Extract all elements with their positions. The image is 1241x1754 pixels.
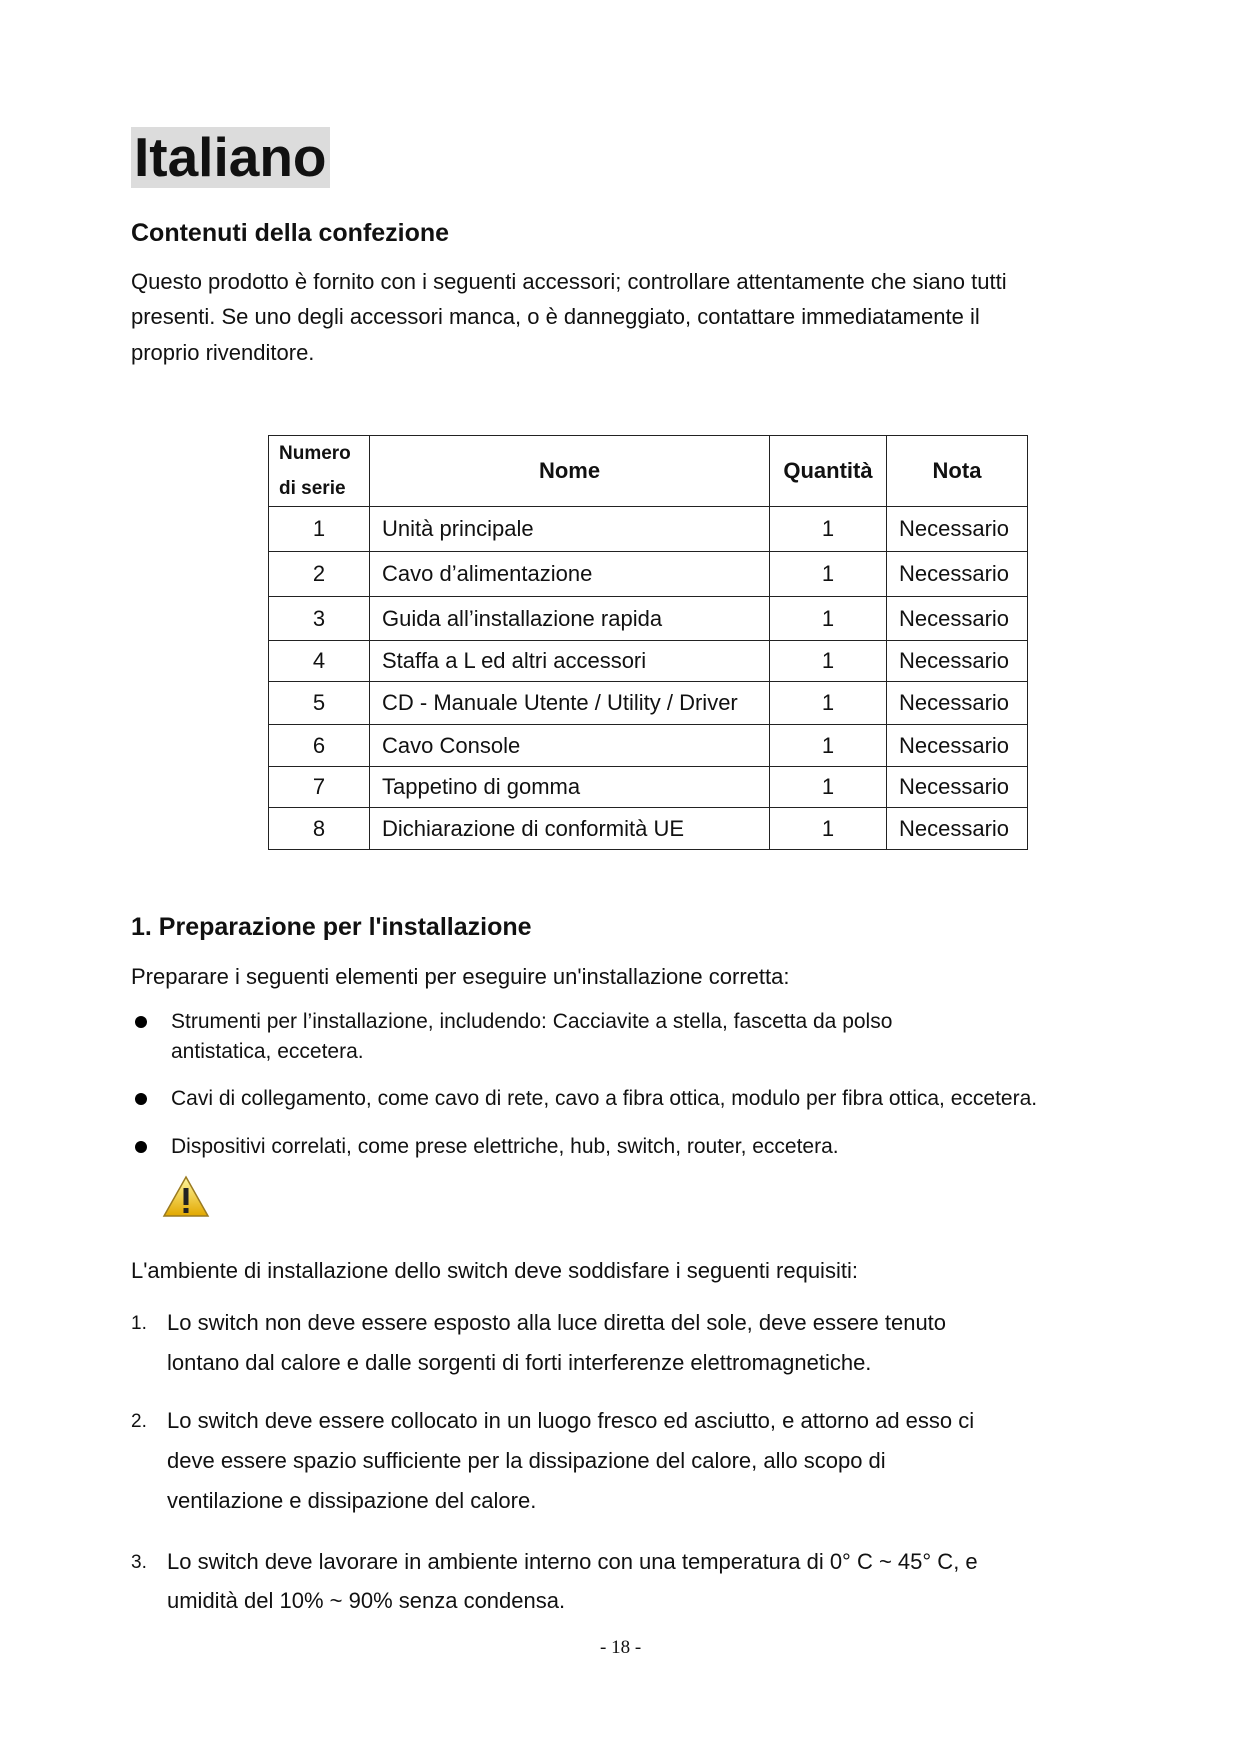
table-header-row bbox=[269, 436, 1028, 507]
requirement-line: deve essere spazio sufficiente per la dissipazione del calore, allo scopo di bbox=[167, 1448, 886, 1473]
cell-name: Cavo Console bbox=[370, 725, 770, 767]
table-row bbox=[269, 597, 1028, 641]
header-serial bbox=[269, 436, 370, 507]
cell-note: Necessario bbox=[887, 808, 1028, 850]
cell-name: Unità principale bbox=[370, 507, 770, 552]
cell-serial: 8 bbox=[269, 808, 370, 850]
cell-serial: 6 bbox=[269, 725, 370, 767]
requirement-line: lontano dal calore e dalle sorgenti di forti interferenze elettromagnetiche. bbox=[167, 1350, 872, 1375]
cell-qty: 1 bbox=[770, 552, 887, 597]
bullet-item-cont: antistatica, eccetera. bbox=[171, 1040, 364, 1063]
header-serial-line1: Numero bbox=[279, 443, 351, 464]
cell-serial: 4 bbox=[269, 641, 370, 682]
bullet-icon bbox=[135, 1141, 147, 1153]
bullet-item: Dispositivi correlati, come prese elettriche, hub, switch, router, eccetera. bbox=[171, 1135, 839, 1158]
cell-name: Tappetino di gomma bbox=[370, 767, 770, 808]
table-row bbox=[269, 767, 1028, 808]
package-contents-table bbox=[268, 435, 1028, 850]
page-title: Italiano bbox=[131, 127, 330, 188]
table-row bbox=[269, 552, 1028, 597]
cell-note: Necessario bbox=[887, 507, 1028, 552]
cell-serial: 7 bbox=[269, 767, 370, 808]
bullet-icon bbox=[135, 1093, 147, 1105]
cell-note: Necessario bbox=[887, 597, 1028, 641]
cell-name: CD - Manuale Utente / Utility / Driver bbox=[370, 682, 770, 725]
section-heading-preparation: 1. Preparazione per l'installazione bbox=[131, 913, 532, 941]
preparation-intro: Preparare i seguenti elementi per eseguire un'installazione corretta: bbox=[131, 964, 790, 989]
cell-serial: 1 bbox=[269, 507, 370, 552]
section-heading-contents: Contenuti della confezione bbox=[131, 219, 450, 247]
header-name: Nome bbox=[370, 436, 770, 507]
cell-name: Dichiarazione di conformità UE bbox=[370, 808, 770, 850]
header-qty: Quantità bbox=[770, 436, 887, 507]
cell-serial: 3 bbox=[269, 597, 370, 641]
table-row bbox=[269, 808, 1028, 850]
warning-icon bbox=[162, 1175, 210, 1219]
cell-qty: 1 bbox=[770, 682, 887, 725]
requirement-line: umidità del 10% ~ 90% senza condensa. bbox=[167, 1588, 566, 1613]
cell-serial: 5 bbox=[269, 682, 370, 725]
requirement-number: 2. bbox=[131, 1411, 147, 1432]
bullet-item: Strumenti per l’installazione, includendo: Cacciavite a stella, fascetta da polso bbox=[171, 1010, 893, 1033]
cell-qty: 1 bbox=[770, 641, 887, 682]
bullet-item: Cavi di collegamento, come cavo di rete, cavo a fibra ottica, modulo per fibra ottica, eccetera. bbox=[171, 1087, 1038, 1110]
cell-note: Necessario bbox=[887, 725, 1028, 767]
table-row bbox=[269, 725, 1028, 767]
page-number: - 18 - bbox=[600, 1637, 642, 1658]
table-row bbox=[269, 507, 1028, 552]
header-note: Nota bbox=[887, 436, 1028, 507]
requirement-line: Lo switch non deve essere esposto alla luce diretta del sole, deve essere tenuto bbox=[167, 1310, 947, 1335]
cell-name: Cavo d’alimentazione bbox=[370, 552, 770, 597]
cell-qty: 1 bbox=[770, 597, 887, 641]
paragraph-line: presenti. Se uno degli accessori manca, o è danneggiato, contattare immediatamente il bbox=[131, 304, 980, 329]
cell-qty: 1 bbox=[770, 725, 887, 767]
cell-name: Guida all’installazione rapida bbox=[370, 597, 770, 641]
cell-qty: 1 bbox=[770, 507, 887, 552]
table-row bbox=[269, 682, 1028, 725]
requirement-number: 1. bbox=[131, 1313, 147, 1334]
requirements-intro: L'ambiente di installazione dello switch deve soddisfare i seguenti requisiti: bbox=[131, 1258, 858, 1283]
cell-note: Necessario bbox=[887, 767, 1028, 808]
table-row bbox=[269, 641, 1028, 682]
paragraph-line: Questo prodotto è fornito con i seguenti accessori; controllare attentamente che siano tutti bbox=[131, 269, 1007, 294]
requirement-line: Lo switch deve lavorare in ambiente interno con una temperatura di 0° C ~ 45° C, e bbox=[167, 1549, 978, 1574]
bullet-icon bbox=[135, 1016, 147, 1028]
cell-note: Necessario bbox=[887, 682, 1028, 725]
requirement-number: 3. bbox=[131, 1552, 147, 1573]
cell-name: Staffa a L ed altri accessori bbox=[370, 641, 770, 682]
header-serial-line2: di serie bbox=[279, 478, 346, 499]
cell-qty: 1 bbox=[770, 767, 887, 808]
cell-qty: 1 bbox=[770, 808, 887, 850]
cell-note: Necessario bbox=[887, 641, 1028, 682]
requirement-line: ventilazione e dissipazione del calore. bbox=[167, 1488, 537, 1513]
requirement-line: Lo switch deve essere collocato in un luogo fresco ed asciutto, e attorno ad esso ci bbox=[167, 1408, 975, 1433]
paragraph-line: proprio rivenditore. bbox=[131, 340, 315, 365]
cell-serial: 2 bbox=[269, 552, 370, 597]
cell-note: Necessario bbox=[887, 552, 1028, 597]
